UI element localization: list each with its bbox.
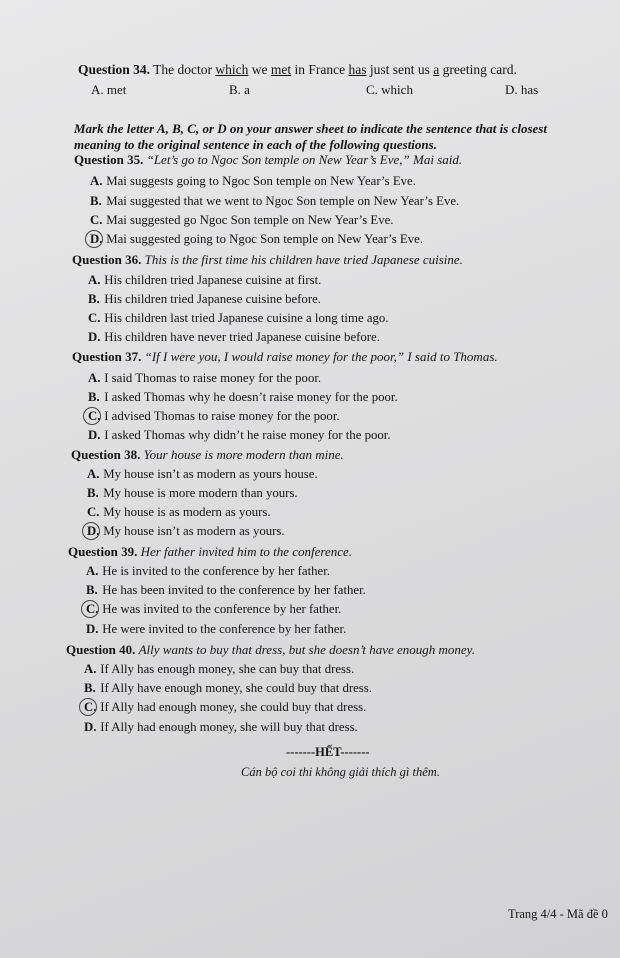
q37-option-d — [88, 428, 391, 443]
q36-option-a — [88, 273, 321, 288]
q37-option-a — [88, 371, 321, 386]
q40-option-c — [84, 700, 366, 715]
page-number: Trang 4/4 - Mã đề 0 — [508, 907, 608, 921]
q36-option-b — [88, 292, 321, 307]
option-text: My house isn’t as modern as yours house. — [103, 467, 318, 481]
option-text: His children tried Japanese cuisine before. — [104, 292, 321, 306]
option-letter-circled: D. — [90, 232, 103, 246]
option-text: His children last tried Japanese cuisine a long time ago. — [104, 311, 389, 325]
option-text: He was invited to the conference by her father. — [102, 602, 342, 616]
option-letter: D. — [505, 82, 518, 97]
end-mark: -------HẾT------- — [286, 745, 370, 759]
question-40 — [66, 642, 475, 658]
q35-option-b — [90, 194, 459, 209]
q38-option-d — [87, 524, 285, 539]
question-number: Question 37. — [72, 349, 142, 364]
question-39 — [68, 544, 352, 560]
question-stem: Ally wants to buy that dress, but she doesn’t have enough money. — [138, 642, 475, 657]
q36-option-c — [88, 311, 389, 326]
q34-text-post: greeting card. — [439, 62, 517, 77]
question-34 — [78, 62, 517, 78]
q36-option-d — [88, 330, 380, 345]
q40-option-b — [84, 681, 372, 696]
option-text: If Ally had enough money, she could buy that dress. — [100, 700, 367, 714]
option-letter: B. — [87, 486, 99, 500]
option-letter: A. — [87, 467, 100, 481]
question-35 — [74, 152, 462, 168]
question-38 — [71, 447, 344, 463]
option-text: His children have never tried Japanese cuisine before. — [104, 330, 380, 344]
question-number: Question 38. — [71, 447, 141, 462]
question-number: Question 36. — [72, 252, 142, 267]
question-stem: Your house is more modern than mine. — [143, 447, 344, 462]
option-text: a — [244, 82, 250, 97]
section-instruction — [74, 121, 620, 153]
q37-option-b — [88, 390, 398, 405]
option-text: I advised Thomas to raise money for the poor. — [104, 409, 340, 423]
option-text: I asked Thomas why he doesn’t raise money for the poor. — [104, 390, 398, 404]
q39-option-b — [86, 583, 366, 598]
option-letter: A. — [88, 273, 101, 287]
option-letter: A. — [88, 371, 101, 385]
question-36 — [72, 252, 463, 268]
q34-option-c — [366, 82, 413, 98]
q38-option-b — [87, 486, 298, 501]
q34-underlined-met: met — [270, 62, 292, 77]
q34-underlined-a: a — [433, 62, 440, 77]
question-number: Question 39. — [68, 544, 138, 559]
option-letter: D. — [86, 622, 99, 636]
q34-option-b — [229, 82, 250, 98]
q34-underlined-which: which — [215, 62, 249, 77]
question-number: Question 35. — [74, 152, 144, 167]
q40-option-d — [84, 720, 358, 735]
q38-option-a — [87, 467, 318, 482]
option-text: which — [381, 82, 413, 97]
option-text: He were invited to the conference by her father. — [102, 622, 347, 636]
option-letter: A. — [90, 174, 103, 188]
option-text: I asked Thomas why didn’t he raise money for the poor. — [104, 428, 391, 442]
option-letter: A. — [91, 82, 104, 97]
option-text: Mai suggests going to Ngoc Son temple on New Year’s Eve. — [106, 174, 416, 188]
option-letter: D. — [88, 428, 101, 442]
option-text: Mai suggested go Ngoc Son temple on New Year’s Eve. — [106, 213, 394, 227]
q34-text-mid3: just sent us — [366, 62, 434, 77]
q35-option-c — [90, 213, 394, 228]
q34-text-mid2: in France — [291, 62, 349, 77]
q39-option-c — [86, 602, 341, 617]
q34-option-d — [505, 82, 538, 98]
q37-option-c — [88, 409, 340, 424]
option-letter: C. — [90, 213, 103, 227]
option-text: My house is as modern as yours. — [103, 505, 271, 519]
q34-option-a — [91, 82, 126, 98]
option-letter: C. — [88, 311, 101, 325]
option-text: My house isn’t as modern as yours. — [103, 524, 285, 538]
option-letter: B. — [88, 390, 100, 404]
option-letter: C. — [366, 82, 378, 97]
option-text: Mai suggested going to Ngoc Son temple on New Year’s Eve. — [106, 232, 424, 246]
proctor-note: Cán bộ coi thi không giải thích gì thêm. — [241, 765, 440, 779]
option-letter: B. — [88, 292, 100, 306]
q34-text-pre: The doctor — [153, 62, 216, 77]
instruction-line-2: meaning to the original sentence in each of the following questions. — [74, 137, 437, 152]
question-stem: “Let’s go to Ngoc Son temple on New Year’s Eve,” Mai said. — [146, 152, 463, 167]
question-stem: “If I were you, I would raise money for the poor,” I said to Thomas. — [144, 349, 498, 364]
option-letter: B. — [90, 194, 102, 208]
instruction-line-1: Mark the letter A, B, C, or D on your answer sheet to indicate the sentence that is closest — [74, 121, 547, 136]
option-letter: B. — [86, 583, 98, 597]
option-letter: C. — [87, 505, 100, 519]
option-letter: A. — [86, 564, 99, 578]
option-text: If Ally had enough money, she will buy that dress. — [100, 720, 358, 734]
option-text: met — [106, 82, 127, 97]
option-text: If Ally has enough money, she can buy that dress. — [100, 662, 355, 676]
question-number: Question 40. — [66, 642, 136, 657]
question-number: Question 34. — [78, 62, 151, 77]
q40-option-a — [84, 662, 354, 677]
q34-underlined-has: has — [348, 62, 367, 77]
option-text: His children tried Japanese cuisine at first. — [104, 273, 322, 287]
q38-option-c — [87, 505, 271, 520]
option-letter-circled: C. — [86, 602, 99, 616]
q34-text-mid1: we — [248, 62, 271, 77]
option-text: If Ally have enough money, she could buy that dress. — [100, 681, 372, 695]
option-letter: A. — [84, 662, 97, 676]
option-letter: D. — [84, 720, 97, 734]
option-text: has — [520, 82, 539, 97]
option-text: Mai suggested that we went to Ngoc Son temple on New Year’s Eve. — [106, 194, 460, 208]
option-letter: D. — [88, 330, 101, 344]
option-letter-circled: C. — [84, 700, 97, 714]
option-letter-circled: D. — [87, 524, 100, 538]
option-letter: B. — [229, 82, 241, 97]
q39-option-d — [86, 622, 346, 637]
question-37 — [72, 349, 498, 365]
option-text: I said Thomas to raise money for the poor. — [104, 371, 322, 385]
option-letter: B. — [84, 681, 96, 695]
q39-option-a — [86, 564, 330, 579]
question-stem: This is the first time his children have tried Japanese cuisine. — [144, 252, 463, 267]
option-text: My house is more modern than yours. — [103, 486, 298, 500]
q35-option-a — [90, 174, 416, 189]
option-letter-circled: C. — [88, 409, 101, 423]
question-stem: Her father invited him to the conference. — [140, 544, 353, 559]
q35-option-d — [90, 232, 423, 247]
option-text: He has been invited to the conference by her father. — [102, 583, 366, 597]
option-text: He is invited to the conference by her father. — [102, 564, 330, 578]
